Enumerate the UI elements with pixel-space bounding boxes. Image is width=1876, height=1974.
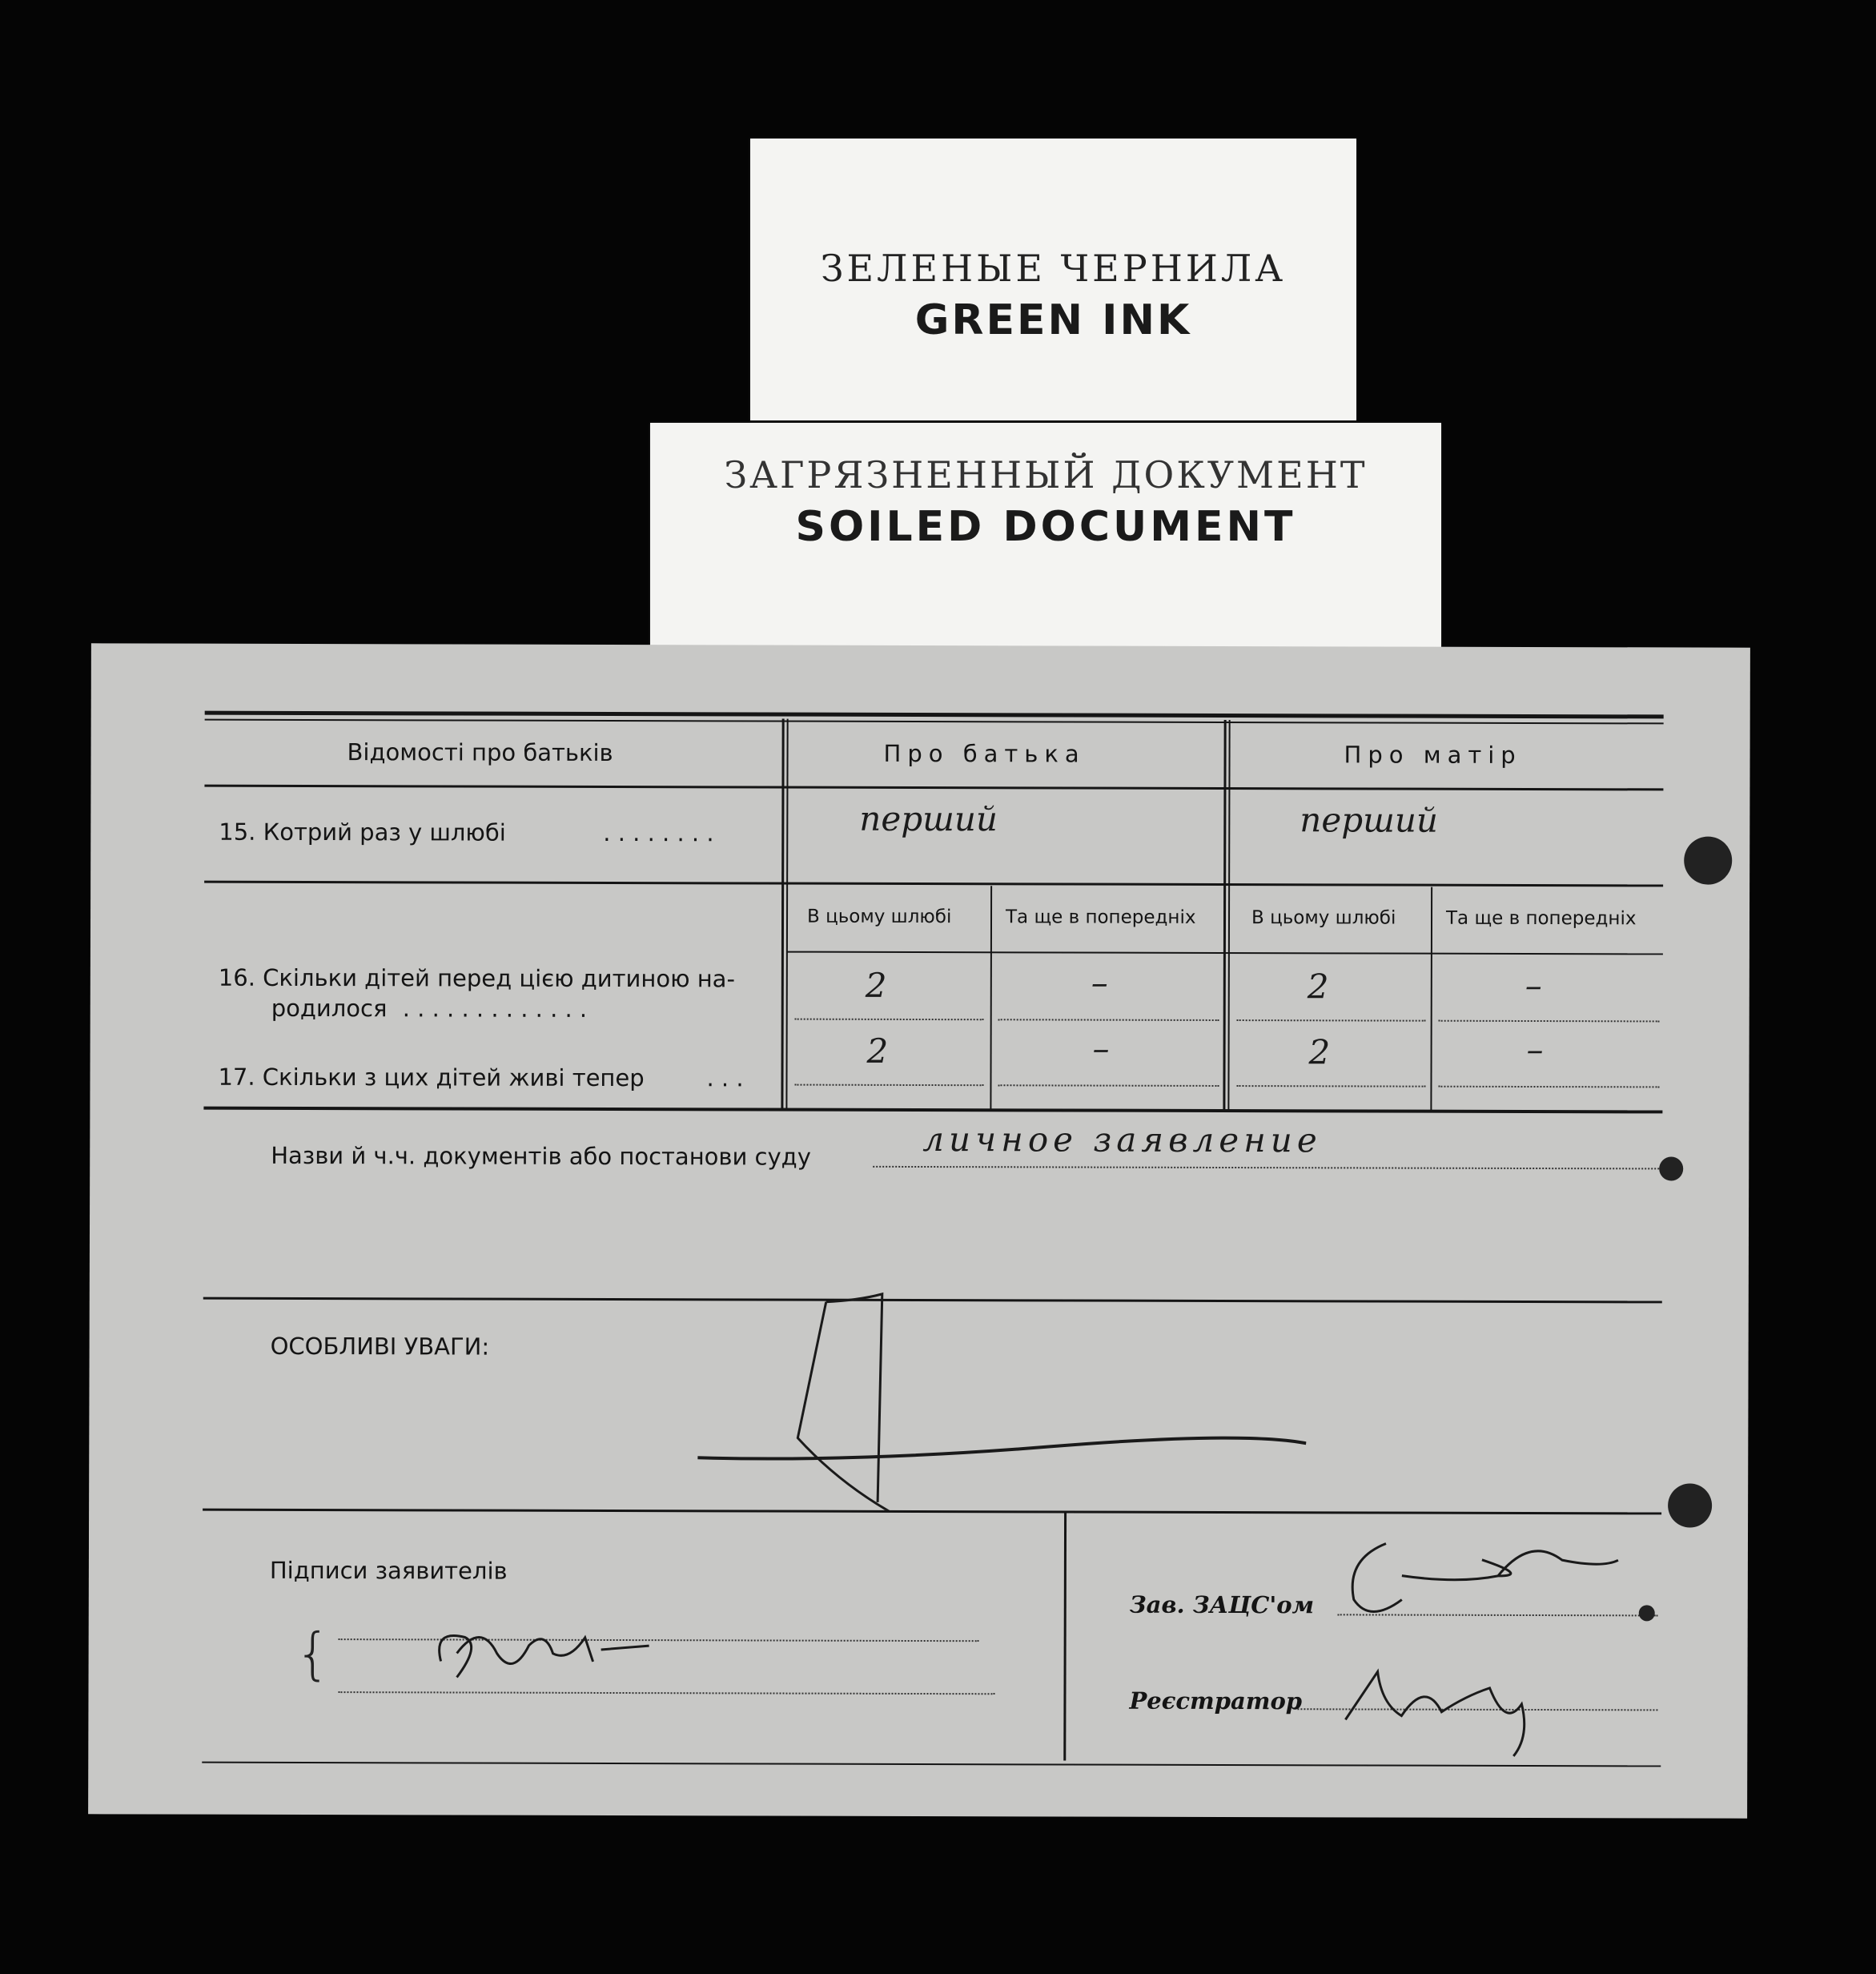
mother-this-marriage: В цьому шлюбі bbox=[1251, 907, 1396, 929]
green-ink-en: GREEN INK bbox=[914, 296, 1192, 344]
row15-label: 15. Котрий раз у шлюбі bbox=[219, 818, 506, 846]
signatures-divider bbox=[1063, 1512, 1067, 1760]
table-bottom-rule bbox=[203, 1107, 1662, 1114]
father-previous: Та ще в попередніх bbox=[1005, 907, 1196, 928]
row17-mother-prev: – bbox=[1526, 1029, 1544, 1070]
row16-mother-prev: – bbox=[1525, 965, 1542, 1006]
soiled-ru: ЗАГРЯЗНЕННЫЙ ДОКУМЕНТ bbox=[724, 453, 1368, 497]
row16-father-prev: – bbox=[1091, 963, 1108, 1003]
row17-dotline-4 bbox=[1438, 1086, 1659, 1088]
row17-dots: . . . bbox=[706, 1064, 744, 1092]
soiled-en: SOILED DOCUMENT bbox=[795, 503, 1296, 551]
about-father-header: Про батька bbox=[883, 739, 1086, 768]
ink-blot-2 bbox=[1639, 1605, 1655, 1621]
row17-label: 17. Скільки з цих дітей живі тепер bbox=[218, 1063, 645, 1092]
registration-form bbox=[88, 643, 1750, 1818]
row17-dotline-1 bbox=[794, 1084, 983, 1087]
cancellation-mark bbox=[697, 1277, 1307, 1511]
col-rule-2 bbox=[1223, 720, 1226, 1111]
punch-hole-2 bbox=[1668, 1483, 1712, 1527]
father-marriage-count: перший bbox=[859, 798, 998, 839]
head-label: Зав. ЗАЦС'ом bbox=[1129, 1590, 1315, 1619]
row17-mother-this: 2 bbox=[1308, 1032, 1331, 1072]
soiled-document-label bbox=[650, 423, 1441, 647]
head-signature bbox=[1338, 1527, 1626, 1632]
special-notes-label: ОСОБЛИВІ УВАГИ: bbox=[270, 1332, 490, 1361]
top-rule-thin bbox=[205, 719, 1664, 725]
top-rule bbox=[205, 711, 1664, 719]
applicants-brace: { bbox=[295, 1620, 331, 1687]
row15-rule bbox=[204, 881, 1663, 887]
applicant-signature bbox=[432, 1613, 673, 1694]
row15-dots: . . . . . . . . bbox=[603, 818, 714, 847]
col-rule-1 bbox=[781, 719, 784, 1110]
row17-dotline-3 bbox=[1236, 1085, 1425, 1088]
about-mother-header: Про матір bbox=[1344, 741, 1522, 769]
row17-father-prev: – bbox=[1092, 1028, 1110, 1068]
row16-dotline-2 bbox=[998, 1019, 1219, 1021]
green-ink-ru: ЗЕЛЕНЫЕ ЧЕРНИЛА bbox=[820, 247, 1287, 290]
green-ink-label bbox=[750, 139, 1356, 420]
documents-label: Назви й ч.ч. документів або постанови суду bbox=[271, 1141, 811, 1171]
col-rule-2b bbox=[1227, 720, 1230, 1111]
father-this-marriage: В цьому шлюбі bbox=[806, 906, 952, 928]
documents-dotline bbox=[873, 1166, 1665, 1170]
ink-blot-1 bbox=[1659, 1156, 1683, 1180]
row17-dotline-2 bbox=[998, 1084, 1219, 1087]
row16-mother-this: 2 bbox=[1307, 967, 1329, 1007]
col-rule-1b bbox=[785, 719, 788, 1110]
registrar-signature bbox=[1337, 1655, 1569, 1760]
col-rule-4 bbox=[1430, 887, 1432, 1112]
row16-dots: . . . . . . . . . . . . . bbox=[402, 995, 588, 1023]
row16-dotline-4 bbox=[1439, 1020, 1660, 1023]
row16-dotline-1 bbox=[795, 1019, 984, 1021]
header-rule bbox=[204, 785, 1663, 791]
parents-info-header: Відомості про батьків bbox=[347, 738, 613, 766]
registrar-label: Реєстратор bbox=[1129, 1687, 1303, 1715]
mother-marriage-count: перший bbox=[1300, 800, 1439, 840]
mother-previous: Та ще в попередніх bbox=[1445, 907, 1637, 930]
row17-father-this: 2 bbox=[866, 1031, 889, 1071]
documents-value: личное заявление bbox=[922, 1120, 1322, 1160]
col-rule-3 bbox=[990, 886, 992, 1110]
punch-hole-1 bbox=[1684, 836, 1732, 884]
row16-label-line1: 16. Скільки дітей перед цією дитиною на- bbox=[218, 963, 735, 993]
bottom-rule bbox=[202, 1762, 1661, 1767]
row16-label-line2: родилося bbox=[271, 994, 388, 1023]
row16-dotline-3 bbox=[1237, 1019, 1426, 1022]
row16-father-this: 2 bbox=[865, 965, 887, 1005]
applicants-label: Підписи заявителів bbox=[269, 1556, 508, 1585]
